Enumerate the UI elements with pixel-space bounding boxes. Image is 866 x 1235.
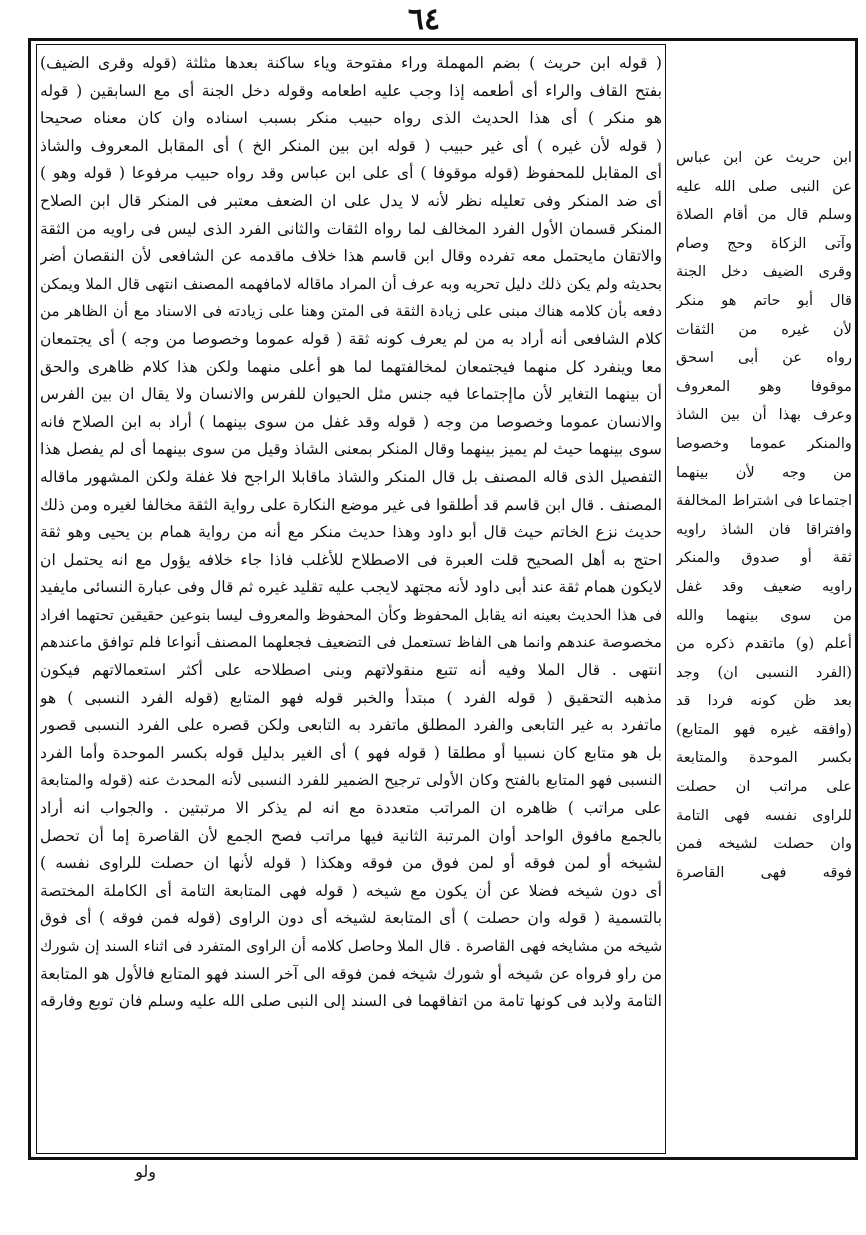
margin-text-line: وسلم قال من أقام الصلاة <box>676 206 852 224</box>
main-text-line: بحديثه ولم يكن ذلك دليل تحريه وبه عرف أن المراد ماقاله لامافهمه المصنف انتهى قال الملا ويمكن <box>40 274 662 293</box>
main-text-line: المصنف . قال ابن قاسم قد أطلقوا فى غير موضع النكارة على رواية الثقة مخالفا لغيره ومن ذلك <box>40 495 662 514</box>
main-text-line: احتج به أهل الصحيح قلت العبرة فى الاصطلاح للأغلب فاذا جاء خلافه يؤول مع انه يحتمل ان <box>40 550 662 569</box>
main-text-line: بالتسمية ( قوله وان حصلت ) أى المتابعة لشيخه أى دون الراوى (قوله فمن فوقه ) أى فوق <box>40 909 662 928</box>
main-text-line: بفتح القاف والراء أى أطعمه إذا وجب عليه اطعامه وقوله دخل الجنة أى مع السابقين ( قوله <box>40 81 662 100</box>
main-text-line: فى هذا الحديث بعينه انه يقابل المحفوظ وكأن المحفوظ والمعروف ليسا بنوعين حقيقين تحتهما افراد <box>40 606 662 624</box>
main-text-line: والاتقان مايحتمل معه تفرده وقال ابن قاسم هذا خلاف ماقدمه عن الشافعى لأن النقصان أضر <box>40 247 662 266</box>
margin-text-column <box>676 144 852 887</box>
margin-text-line: وعرف بهذا أن بين الشاذ <box>676 406 852 424</box>
margin-text-line: والمنكر عموما وخصوصا <box>676 434 852 452</box>
main-text-line: ( قوله ابن حريث ) بضم المهملة وراء مفتوحة وياء ساكنة بعدها مثلثة (قوله وقرى الضيف) <box>40 54 662 72</box>
main-text-line: ( قوله لأن غيره ) أى غير حبيب ( قوله ابن بين المنكر الخ ) أى المقابل المعروف والشاذ <box>40 136 662 155</box>
margin-text-line: بكسر الموحدة والمتابعة <box>676 749 852 767</box>
margin-text-line: وقرى الضيف دخل الجنة <box>676 263 852 281</box>
margin-text-line: قال أبو حاتم هو منكر <box>676 291 852 309</box>
main-text-line: كلام الشافعى أنه أراد به من لم يعرف كونه ثقة ( قوله عموما وخصوصا من وجه ) أى يجتمعان <box>40 329 662 348</box>
main-text-line: النسبى فهو المتابع بالفتح وكان الأولى ترجيح الضمير للفرد النسبى لأنه المحدث عنه (قوله والمتابعة <box>40 771 662 790</box>
main-text-line: حديث نزع الخاتم حيث قال أبو داود وهذا حديث منكر مع أنه من رواية همام بن يحيى وهو ثقة <box>40 523 662 542</box>
main-text-line: أن بينهما التغاير لأن ماإجتماعا فيه جنس مثل الحيوان للفرس والانسان ولا يقال ان بين الفرس <box>40 385 662 404</box>
margin-text-line: للراوى نفسه فهى التامة <box>676 806 852 824</box>
main-text-line: بالجمع مافوق الواحد أوان المرتبة الثانية فيها مراتب فصح الجمع لأن القاصرة إما أن تحصل <box>40 826 662 845</box>
main-text-line: سوى بينهما حيث لم يميز بينهما وقال المنكر بمعنى الشاذ وقيل من سوى بينهما أى لم يفصل هذا <box>40 440 662 459</box>
main-text-line: المنكر قسمان الأول الفرد المخالف لما رواه الثقات والثانى الفرد الذى ليس فى راويه من الثقة <box>40 219 662 238</box>
margin-text-line: على مراتب ان حصلت <box>676 778 852 796</box>
margin-text-line: بعد ظن كونه فردا قد <box>676 692 852 710</box>
main-text-line: مذهبه التحقيق ( قوله الفرد ) مبتدأ والخبر قوله فهو المتابع (قوله الفرد النسبى ) هو <box>40 688 662 707</box>
margin-text-line: فوقه فهى القاصرة <box>676 863 852 881</box>
main-text-line: هو منكر ) أى هذا الحديث الذى رواه حبيب منكر بسبب اسناده وان كان معناه صحيحا <box>40 109 662 128</box>
main-text-line: من راو فرواه عن شيخه أو شورك شيخه فمن فوقه الى آخر السند فهو المتابع فالأول هو المتابعة <box>40 964 662 983</box>
page-number: ٦٤ <box>407 2 441 37</box>
margin-text-line: من سوى بينهما والله <box>676 606 852 624</box>
margin-text-line: أعلم (و) ماتقدم ذكره من <box>676 635 852 653</box>
margin-text-line: وآتى الزكاة وحج وصام <box>676 234 852 252</box>
main-text-line: أى المقابل للمحفوظ (قوله موقوفا ) أى على ابن عباس وقد رواه حبيب مرفوعا ( قوله وهو ) <box>40 164 662 183</box>
margin-text-line: موقوفا وهو المعروف <box>676 377 852 395</box>
main-text-line: التفصيل الذى قاله المصنف بل قال المنكر والشاذ ماقابلا الراجح فلا غفلة ولكن المشهور ماقاله <box>40 467 662 486</box>
margin-text-line: (وافقه غيره فهو المتابع) <box>676 720 852 738</box>
margin-text-line: رواه عن أبى اسحق <box>676 349 852 367</box>
main-text-line: التامة ولابد فى كونها تامة من اتفاقهما فى السند إلى النبى صلى الله عليه وسلم فان توبع وفارقه <box>40 992 662 1011</box>
main-text-line: بل هو متابع كان نسبيا أو مطلقا ( قوله فهو ) أى الغير بدليل قوله بكسر الموحدة وأما الفرد <box>40 743 662 762</box>
main-text-line: لايكون همام ثقة عند أبى داود لأنه مجتهد لايجب عليه تقليد غيره ثم قال وفى عبارة النسائى مايفيد <box>40 578 662 597</box>
main-text-column <box>40 50 662 1152</box>
main-text-line: والانسان عموما وخصوصا من وجه ( قوله وقد غفل من سوى بينهما ) أراد به ابن الصلاح فانه <box>40 412 662 431</box>
margin-text-line: وافتراقا فان الشاذ راويه <box>676 520 852 538</box>
main-text-line: معا وينفرد كل منهما فيجتمعان لمخالفتهما لما هو أعلى منهما ولكن هذا كلام ظاهرى والحق <box>40 357 662 376</box>
main-text-line: لشيخه أو لمن فوقه أو لمن فوق من فوقه وهكذا ( قوله لأنها ان حصلت للراوى نفسه ) <box>40 854 662 873</box>
margin-text-line: ابن حريث عن ابن عباس <box>676 149 852 166</box>
margin-text-line: من وجه لأن بينهما <box>676 463 852 481</box>
catchword: ولو <box>135 1162 156 1181</box>
main-text-line: أى دون شيخه فضلا عن أن يكون مع شيخه ( قوله فهى المتابعة التامة أى الكاملة المختصة <box>40 881 662 900</box>
main-text-line: على مراتب ) ظاهره ان المراتب متعددة مع انه لم يذكر الا مرتبتين . والجواب انه أراد <box>40 799 662 818</box>
margin-text-line: ثقة أو صدوق والمنكر <box>676 549 852 567</box>
main-text-line: انتهى . قال الملا وفيه أنه تتبع منقولاتهم وبنى اصطلاحه على أكثر استعمالاتهم فيكون <box>40 661 662 680</box>
margin-text-line: (الفرد النسبى ان) وجد <box>676 663 852 681</box>
main-text-line: دفعه بأن كلامه هناك مبنى على زيادة الثقة فى المتن وهنا على زيادته فى الاسناد مع أن الظاهر من <box>40 302 662 321</box>
main-text-line: شيخه من مشايخه فهى القاصرة . قال الملا وحاصل كلامه أن الراوى المتفرد فى اثناء السند إن شورك <box>40 938 662 955</box>
margin-text-line: وان حصلت لشيخه فمن <box>676 835 852 853</box>
margin-text-line: لأن غيره من الثقات <box>676 320 852 338</box>
margin-text-line: اجتماعا فى اشتراط المخالفة <box>676 492 852 510</box>
margin-text-line: عن النبى صلى الله عليه <box>676 177 852 195</box>
main-text-line: أى ضد المنكر وفى تعليله نظر لأنه لا يدل على ان الضعف معتبر فى المنكر قال ابن الصلاح <box>40 191 662 210</box>
main-text-line: مخصوصة عندهم وانما هى الفاظ تستعمل فى التضعيف فجعلهما المصنف أنواعا فلم توافق ماعندهم <box>40 633 662 652</box>
margin-text-line: راويه ضعيف وقد غفل <box>676 577 852 595</box>
main-text-line: ماتفرد به غير التابعى والفرد المطلق ماتفرد به التابعى ولكن قصره على الفرد النسبى قصور <box>40 716 662 735</box>
